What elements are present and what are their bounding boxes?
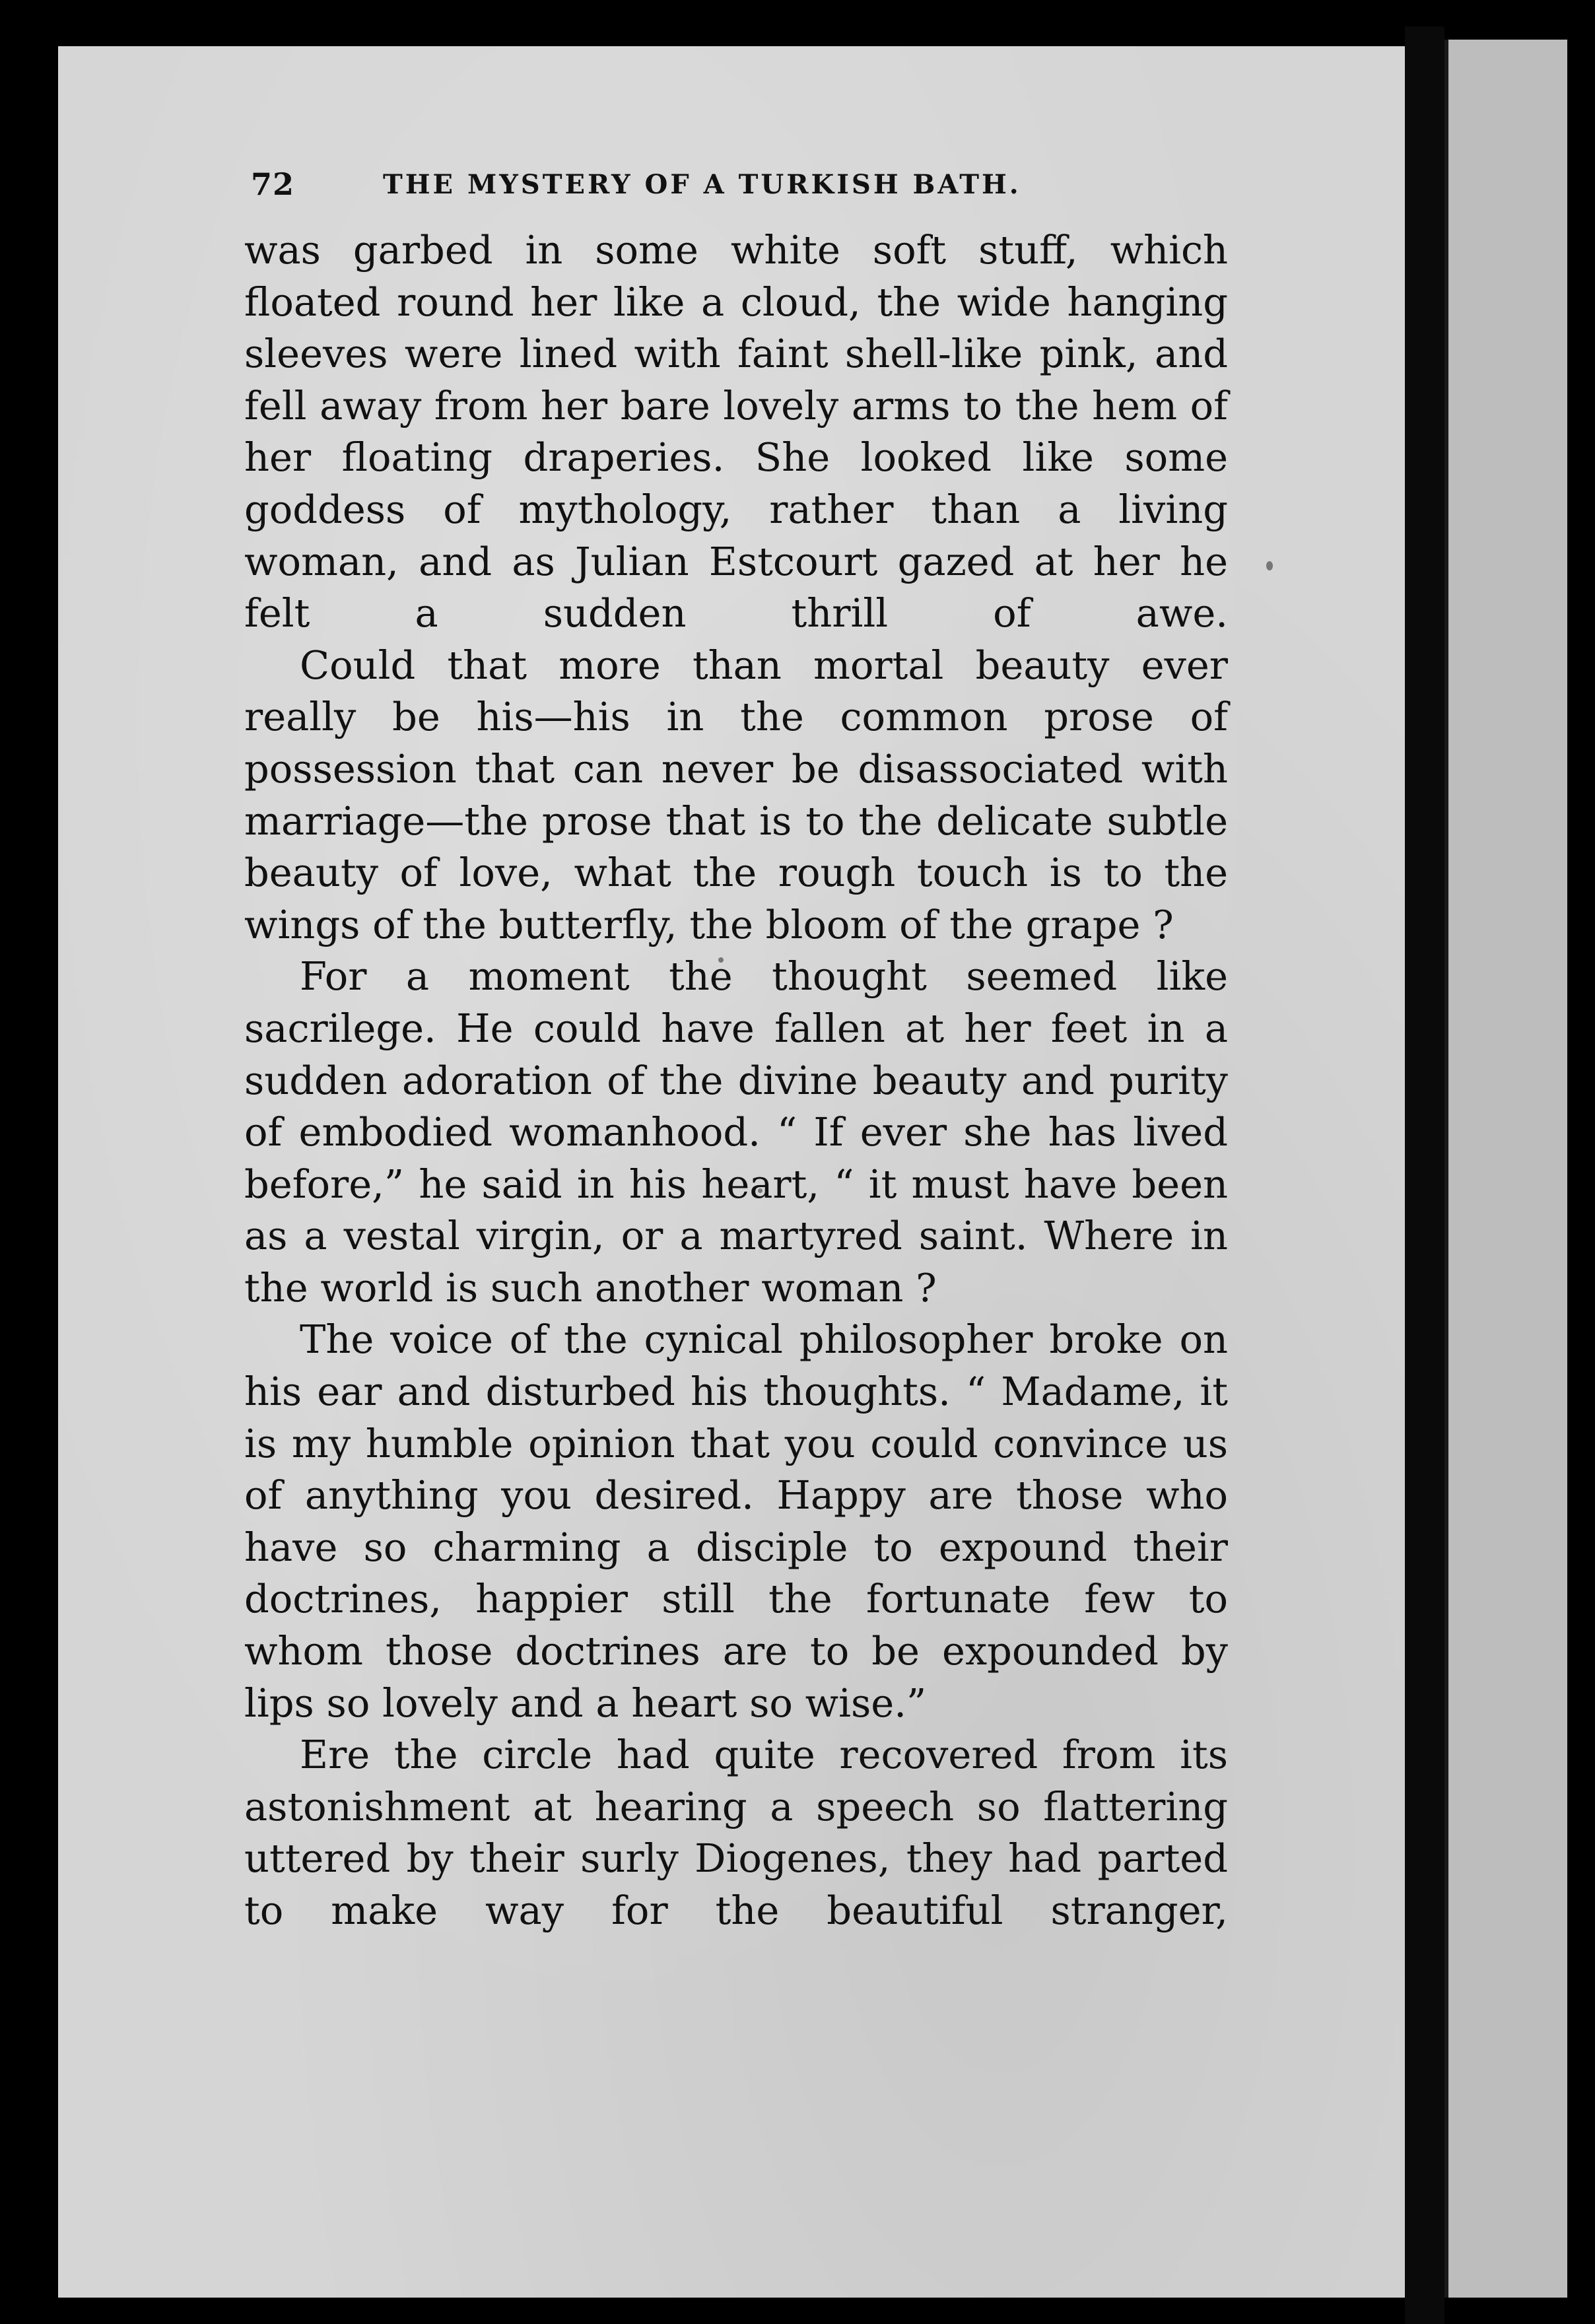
page-header [251, 166, 1373, 213]
paragraph: Ere the circle had quite recovered from its astonishment at hearing a speech so flattering uttered by their surly Diogenes, they had parted to make way for the beautiful stranger, [244, 1732, 1228, 1933]
paragraph: For a moment the thought seemed like sacrilege. He could have fallen at her feet in a sudden adoration of the divine beauty and purity of embodied womanhood. “ If ever she has lived before,” he said in his heart, “ it must have been as a vestal virgin, or a martyred saint. Where in the world is such another woman ? [244, 953, 1228, 1311]
paper-speck [1266, 561, 1273, 570]
book-spine-gutter [1405, 26, 1444, 2324]
paragraph: Could that more than mortal beauty ever really be his—his in the common prose of possession that can never be disassociated with marriage—the prose that is to the delicate subtle beauty of love, what the rough touch is to the wings of the butterfly, the bloom of the grape ? [244, 642, 1228, 947]
paragraph: The voice of the cynical philosopher broke on his ear and disturbed his thoughts. “ Madame, it is my humble opinion that you could convince us of anything you desired. Happy are those who have so charming a disciple to expound their doctrines, happier still the fortunate few to whom those doctrines are to be expounded by lips so lovely and a heart so wise.” [244, 1316, 1228, 1726]
page-number: 72 [251, 166, 295, 202]
running-title: THE MYSTERY OF A TURKISH BATH. [383, 169, 1021, 200]
adjacent-page-edge [1444, 40, 1567, 2298]
body-text [244, 224, 1228, 1937]
paragraph: was garbed in some white soft stuff, which floated round her like a cloud, the wide hanging sleeves were lined with faint shell-like pink, and fell away from her bare lovely arms to the hem of her floating draperies. She looked like some goddess of mythology, rather than a living woman, and as Julian Estcourt gazed at her he felt a sudden thrill of awe. [244, 227, 1228, 636]
